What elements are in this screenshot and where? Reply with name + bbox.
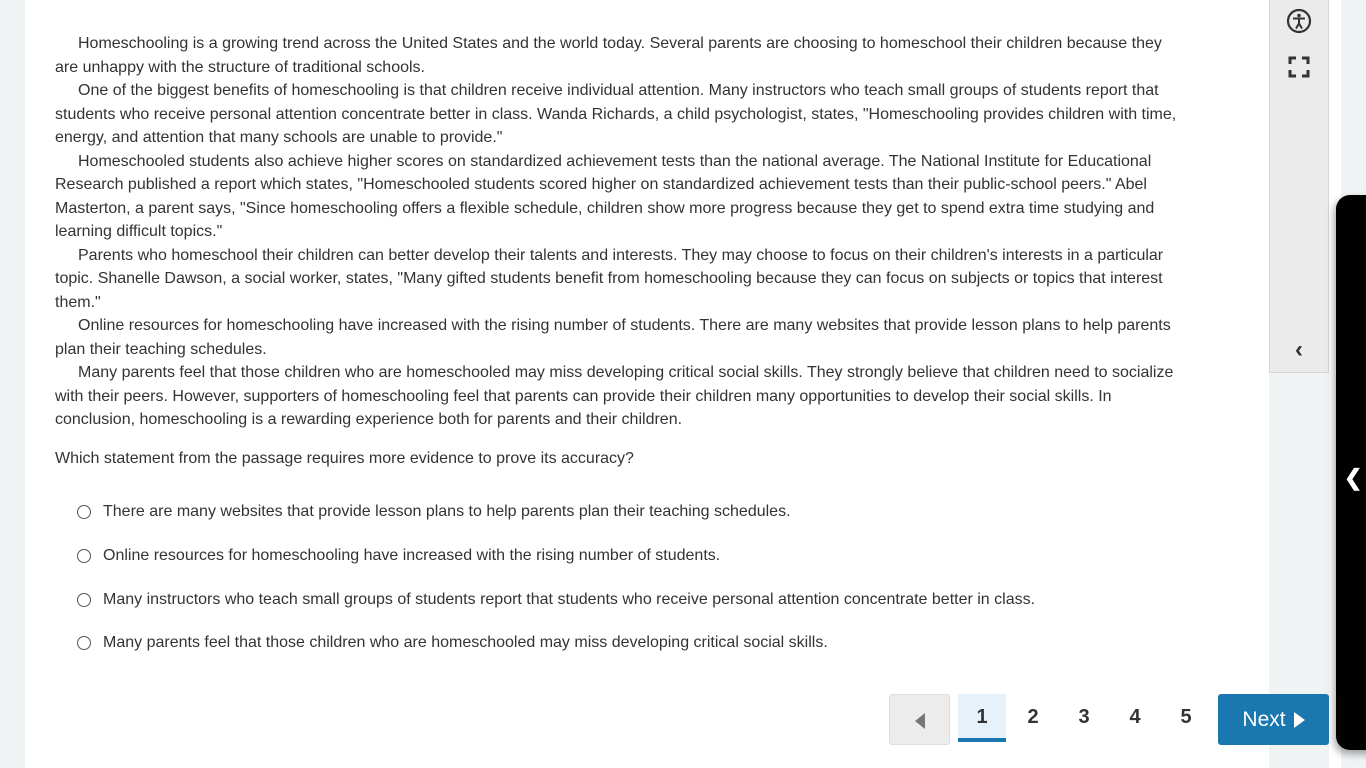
answer-option-b[interactable] <box>77 547 720 565</box>
paragraph: Parents who homeschool their children can better develop their talents and interests. They may choose to focus on their children's interests in a particular topic. Shanelle Dawson, a social worker, states, "Many gifted students benefit from homeschooling because they can focus on subjects or topics that interest them." <box>55 246 1164 311</box>
answer-option-c[interactable] <box>77 591 1035 609</box>
page-1-button[interactable]: 1 <box>958 694 1006 742</box>
question-area <box>25 0 1269 768</box>
option-text: Many instructors who teach small groups of students report that students who receive personal attention concentrate better in class. <box>103 591 1036 608</box>
radio-button[interactable] <box>77 636 91 650</box>
paragraph: One of the biggest benefits of homeschooling is that children receive individual attention. Many instructors who teach small groups of students report that students who receive personal attention concentrate better in class. Wanda Richards, a child psychologist, states, "Homeschooling provides children with time, energy, and attention that many schools are unable to provide." <box>55 82 1177 146</box>
collapse-chevron-icon[interactable]: ‹ <box>1295 336 1303 363</box>
page-4-button[interactable]: 4 <box>1129 706 1141 728</box>
paragraph: Homeschooled students also achieve higher scores on standardized achievement tests than the national average. The National Institute for Educational Research published a report which states, "Homeschooled students scored higher on standardized achievement tests than their public-school peers." Abel Masterton, a parent says, "Since homeschooling offers a flexible schedule, children show more progress because they get to spend extra time studying and learning difficult topics." <box>55 152 1155 240</box>
tool-panel <box>1269 0 1329 373</box>
side-drawer-toggle[interactable] <box>1336 195 1366 750</box>
radio-button[interactable] <box>77 593 91 607</box>
answer-option-d[interactable] <box>77 634 828 652</box>
radio-button[interactable] <box>77 505 91 519</box>
option-text: There are many websites that provide lesson plans to help parents plan their teaching schedules. <box>103 503 791 520</box>
radio-button[interactable] <box>77 549 91 563</box>
question-prompt: Which statement from the passage requires more evidence to prove its accuracy? <box>55 450 634 467</box>
reading-passage <box>55 32 1185 432</box>
caret-right-icon <box>1294 712 1305 728</box>
page-5-button[interactable]: 5 <box>1180 706 1192 728</box>
option-text: Many parents feel that those children who are homeschooled may miss developing critical social skills. <box>103 634 828 651</box>
answer-option-a[interactable] <box>77 503 791 521</box>
page-2-button[interactable]: 2 <box>1027 706 1039 728</box>
previous-button[interactable] <box>889 694 950 745</box>
option-text: Online resources for homeschooling have increased with the rising number of students. <box>103 547 721 564</box>
paragraph: Homeschooling is a growing trend across the United States and the world today. Several parents are choosing to homeschool their children because they are unhappy with the structure of traditional schools. <box>55 35 1162 76</box>
page-3-button[interactable]: 3 <box>1078 706 1090 728</box>
next-button[interactable] <box>1218 694 1329 745</box>
fullscreen-icon[interactable] <box>1270 56 1328 83</box>
chevron-left-icon: ❮ <box>1344 465 1363 490</box>
paragraph: Online resources for homeschooling have increased with the rising number of students. There are many websites that provide lesson plans to help parents plan their teaching schedules. <box>55 317 1171 358</box>
next-label: Next <box>1242 707 1286 731</box>
accessibility-icon[interactable] <box>1270 8 1328 39</box>
paragraph: Many parents feel that those children who are homeschooled may miss developing critical social skills. They strongly believe that children need to socialize with their peers. However, supporters of homeschooling feel that parents can provide their children many opportunities to develop their social skills. In conclusion, homeschooling is a rewarding experience both for parents and their children. <box>55 364 1174 428</box>
